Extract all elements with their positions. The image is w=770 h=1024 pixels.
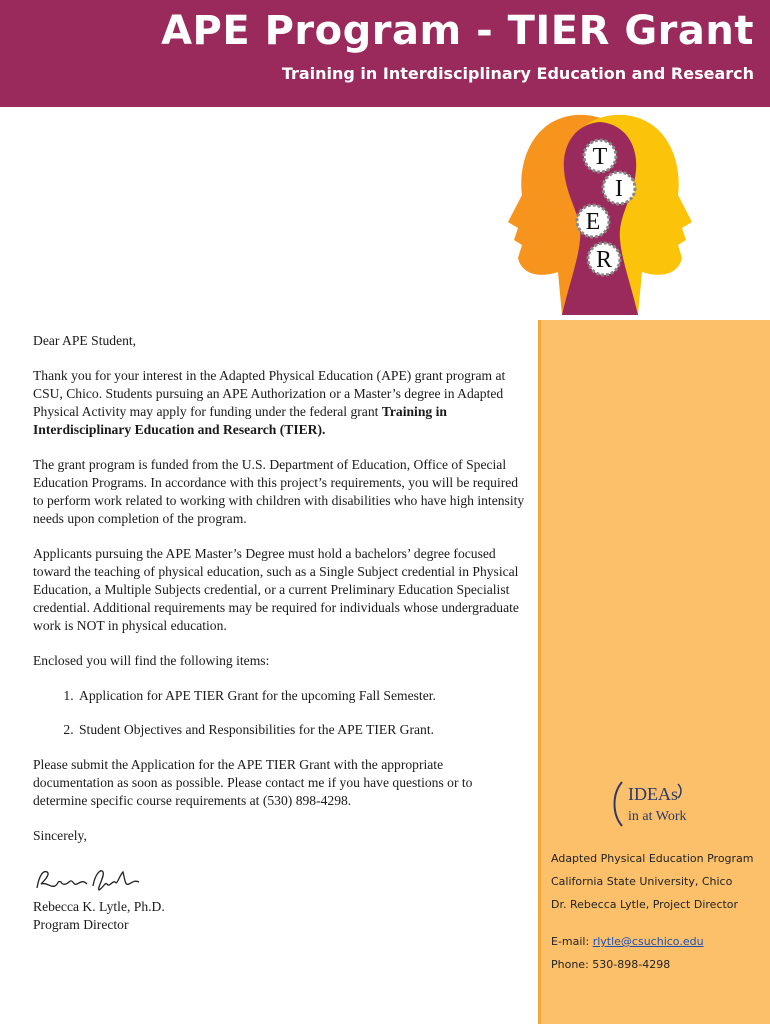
enclosed-intro: Enclosed you will find the following items: xyxy=(33,653,270,668)
paragraph-intro-text: Thank you for your interest in the Adapted Physical Education (APE) grant program at CSU, Chico. Students pursuing an APE Authorization or a Master’s degree in Adapted Physical Activity may apply for funding under the federal grant xyxy=(33,368,506,419)
contact-university: California State University, Chico xyxy=(551,875,733,888)
enclosed-list xyxy=(33,687,525,739)
contact-email xyxy=(551,935,754,948)
ideas-logo-line1: IDEAs xyxy=(628,784,678,804)
ideas-logo-line2: in at Work xyxy=(628,809,687,824)
signatory-role: Program Director xyxy=(33,917,129,932)
paragraph-funding: The grant program is funded from the U.S. Department of Education, Office of Special Education Programs. In accordance with this project’s requirements, you will be required to perform work related to working with children with disabilities who have high intensity needs upon completion of the program. xyxy=(33,457,525,526)
list-item: 1. Application for APE TIER Grant for the upcoming Fall Semester. xyxy=(77,687,525,705)
gear-icon-r xyxy=(588,243,620,275)
contact-phone: Phone: 530-898-4298 xyxy=(551,958,671,971)
email-label: E-mail: xyxy=(551,935,593,948)
contact-block xyxy=(551,852,754,981)
signature-image xyxy=(33,866,143,896)
sidebar-divider xyxy=(538,320,541,1024)
grant-name: Training in Interdisciplinary Education and Research (TIER). xyxy=(33,404,447,437)
signatory xyxy=(33,898,165,934)
contact-director: Dr. Rebecca Lytle, Project Director xyxy=(551,898,739,911)
logo-letter-i: I xyxy=(615,176,623,202)
ideas-at-work-logo xyxy=(610,776,690,832)
page-subtitle: Training in Interdisciplinary Education and Research xyxy=(281,64,754,83)
paragraph-intro xyxy=(33,367,525,439)
email-link[interactable]: rlytle@csuchico.edu xyxy=(592,935,704,948)
contact-spacer xyxy=(551,921,754,935)
contact-program: Adapted Physical Education Program xyxy=(551,852,754,865)
paragraph-requirements: Applicants pursuing the APE Master’s Degree must hold a bachelors’ degree focused toward the teaching of physical education, such as a Single Subject credential in Physical Education, a Multiple Subjects credential, or a current Preliminary Education Specialist credential. Additional requirements may be required for individuals whose undergraduate work is NOT in physical education. xyxy=(33,546,519,633)
letter-body xyxy=(33,332,525,862)
gear-icon-e xyxy=(577,205,609,237)
page-title: APE Program - TIER Grant xyxy=(161,8,754,54)
gear-icon-i xyxy=(603,172,635,204)
logo-letter-t: T xyxy=(592,144,608,170)
tier-heads-logo xyxy=(500,110,700,318)
logo-letter-r: R xyxy=(595,247,613,273)
closing: Sincerely, xyxy=(33,828,87,843)
salutation: Dear APE Student, xyxy=(33,333,137,348)
list-item: 2. Student Objectives and Responsibilities for the APE TIER Grant. xyxy=(77,721,525,739)
header-banner xyxy=(0,0,770,107)
logo-letter-e: E xyxy=(585,209,601,235)
paragraph-submit: Please submit the Application for the APE TIER Grant with the appropriate documentation as soon as possible. Please contact me if you have questions or to determine specific course requirements at (530) 898-4298. xyxy=(33,757,473,808)
gear-icon-t xyxy=(584,140,616,172)
signatory-name: Rebecca K. Lytle, Ph.D. xyxy=(33,899,165,914)
